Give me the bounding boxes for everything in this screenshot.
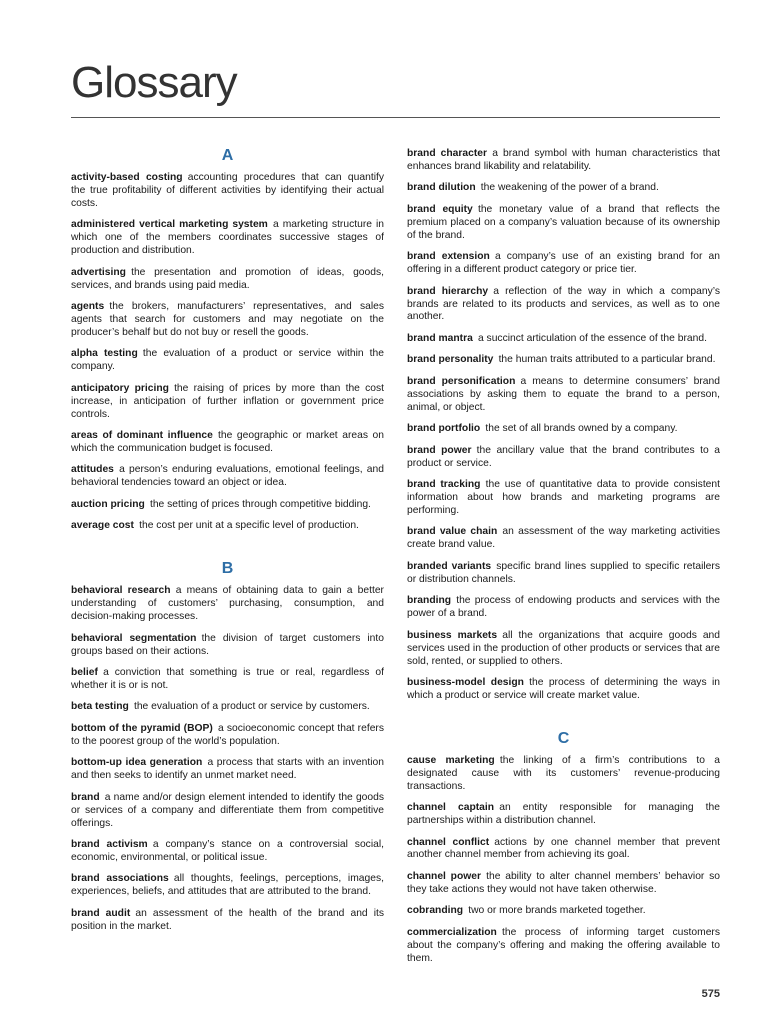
glossary-entry — [71, 383, 384, 422]
glossary-term: branded variants — [407, 560, 492, 572]
glossary-entry — [407, 630, 720, 669]
glossary-definition: a person’s enduring evaluations, emotional feelings, and behavioral tendencies toward an object or idea. — [71, 464, 384, 489]
glossary-definition: the geographic or market areas on which the communication budget is focused. — [71, 430, 385, 454]
glossary-entry — [407, 927, 720, 966]
glossary-term: alpha testing — [71, 348, 138, 360]
glossary-entry — [407, 755, 720, 794]
glossary-term: administered vertical marketing system — [71, 219, 268, 231]
glossary-entry — [407, 182, 720, 195]
glossary-entry — [71, 520, 384, 533]
glossary-definition: the weakening of the power of a brand. — [480, 182, 659, 194]
glossary-term: brand extension — [407, 251, 490, 263]
glossary-term: brand audit — [71, 907, 131, 919]
glossary-term: average cost — [71, 520, 134, 532]
glossary-definition: the use of quantitative data to provide consistent information about how brands and marketing programs are performing. — [407, 479, 720, 516]
glossary-term: brand personality — [407, 354, 494, 366]
glossary-entry — [71, 301, 384, 340]
glossary-definition: two or more brands marketed together. — [468, 905, 646, 917]
glossary-definition: the raising of prices by more than the cost increase, in anticipation of further inflation or government price controls. — [71, 382, 384, 420]
glossary-term: brand mantra — [407, 332, 473, 344]
glossary-entry — [71, 701, 384, 714]
glossary-term: branding — [407, 595, 452, 607]
glossary-term: behavioral segmentation — [71, 632, 197, 644]
glossary-entry — [407, 376, 720, 415]
glossary-term: channel captain — [407, 802, 495, 814]
glossary-entry — [407, 423, 720, 436]
section-a-entries — [71, 172, 384, 533]
glossary-definition: a name and/or design element intended to identify the goods or services of a company and differentiate them from competitive offerings. — [71, 791, 384, 829]
glossary-term: brand character — [407, 148, 488, 159]
glossary-entry — [407, 148, 720, 174]
glossary-definition: a process that starts with an invention and then seeks to identify an unmet market need. — [71, 757, 384, 782]
glossary-entry — [407, 445, 720, 471]
glossary-definition: a socioeconomic concept that refers to the poorest group of the world’s population. — [71, 722, 384, 747]
glossary-term: cobranding — [407, 905, 464, 917]
glossary-definition: an assessment of the way marketing activities create brand value. — [407, 526, 720, 551]
glossary-entry — [407, 871, 720, 897]
glossary-entry — [71, 757, 384, 783]
glossary-term: anticipatory pricing — [71, 382, 169, 394]
glossary-definition: the ability to alter channel members’ behavior so they take actions they would not have taken otherwise. — [407, 870, 721, 895]
glossary-entry — [407, 905, 720, 918]
glossary-term: brand equity — [407, 203, 473, 215]
glossary-term: brand hierarchy — [407, 285, 489, 297]
glossary-entry — [71, 219, 384, 258]
glossary-entry — [407, 204, 720, 243]
glossary-term: channel power — [407, 870, 481, 882]
glossary-term: brand portfolio — [407, 423, 481, 435]
glossary-entry — [407, 333, 720, 346]
section-c-entries — [407, 755, 720, 966]
glossary-term: brand personification — [407, 375, 516, 387]
title-divider — [71, 117, 720, 118]
glossary-entry — [407, 479, 720, 518]
glossary-term: brand value chain — [407, 526, 498, 538]
glossary-term: advertising — [71, 266, 126, 278]
glossary-definition: all thoughts, feelings, perceptions, images, experiences, beliefs, and attitudes that are attributed to the brand. — [71, 873, 384, 898]
section-b-continued-entries — [407, 148, 720, 703]
glossary-entry — [407, 354, 720, 367]
glossary-definition: actions by one channel member that prevent another channel member from achieving its goal. — [407, 836, 720, 861]
glossary-term: business markets — [407, 629, 498, 641]
section-letter-c: C — [557, 729, 570, 747]
glossary-entry — [71, 348, 384, 374]
glossary-entry — [407, 595, 720, 621]
glossary-definition: specific brand lines supplied to specific retailers or distribution channels. — [407, 560, 720, 585]
glossary-definition: accounting procedures that can quantify the true profitability of different activities by identifying their actual costs. — [71, 172, 385, 209]
glossary-term: areas of dominant influence — [71, 430, 213, 442]
glossary-term: brand activism — [71, 839, 148, 851]
glossary-definition: a company’s use of an existing brand for an offering in a different product category or price tier. — [407, 251, 720, 276]
glossary-definition: a means of obtaining data to gain a better understanding of customers’ purchasing, consumption, and decision-making processes. — [71, 585, 384, 623]
page-number: 575 — [701, 988, 720, 1000]
glossary-definition: an entity responsible for managing the partnerships within a distribution channel. — [407, 802, 720, 827]
glossary-definition: the evaluation of a product or service by customers. — [133, 701, 370, 713]
glossary-entry — [407, 802, 720, 828]
glossary-term: brand dilution — [407, 182, 476, 194]
glossary-term: agents — [71, 301, 105, 313]
glossary-term: beta testing — [71, 701, 129, 713]
glossary-entry — [71, 585, 384, 624]
glossary-definition: a company’s stance on a controversial social, economic, environmental, or political issue. — [71, 839, 384, 863]
glossary-entry — [71, 633, 384, 659]
glossary-definition: the ancillary value that the brand contributes to a product or service. — [407, 444, 720, 469]
glossary-entry — [71, 430, 384, 456]
glossary-term: auction pricing — [71, 498, 145, 510]
glossary-term: brand — [71, 791, 100, 803]
glossary-term: behavioral research — [71, 585, 171, 597]
glossary-entry — [71, 172, 384, 211]
right-column — [407, 148, 720, 974]
glossary-term: brand associations — [71, 873, 169, 885]
glossary-definition: the process of determining the ways in which a product or service will create market value. — [407, 677, 720, 701]
glossary-term: belief — [71, 667, 98, 678]
glossary-definition: the set of all brands owned by a company. — [485, 423, 678, 435]
glossary-entry — [71, 667, 384, 693]
glossary-definition: the brokers, manufacturers’ representatives, and sales agents that search for customers and may negotiate on the producer’s behalf but do not buy or resell the goods. — [71, 301, 384, 338]
glossary-definition: a brand symbol with human characteristics that enhances brand likability and relatability. — [407, 148, 720, 172]
glossary-term: attitudes — [71, 464, 114, 476]
glossary-definition: the process of informing target customers about the company’s offering and making the offering available to them. — [407, 926, 720, 964]
glossary-definition: the setting of prices through competitive bidding. — [149, 498, 371, 510]
glossary-definition: the cost per unit at a specific level of production. — [139, 520, 359, 532]
glossary-definition: the presentation and promotion of ideas, goods, services, and brands using paid media. — [71, 266, 384, 291]
glossary-entry — [407, 561, 720, 587]
glossary-definition: a reflection of the way in which a company’s brands are related to its products and services, as well as to one another. — [407, 285, 720, 323]
glossary-definition: a conviction that something is true or real, regardless of whether it is or is not. — [71, 667, 384, 691]
section-b-entries — [71, 585, 384, 933]
glossary-entry — [407, 677, 720, 703]
glossary-term: activity-based costing — [71, 172, 183, 183]
glossary-definition: the division of target customers into groups based on their actions. — [71, 632, 384, 657]
glossary-term: business-model design — [407, 677, 524, 688]
glossary-entry — [407, 286, 720, 325]
glossary-entry — [71, 873, 384, 899]
glossary-term: brand power — [407, 444, 472, 456]
glossary-definition: the process of endowing products and services with the power of a brand. — [407, 595, 720, 620]
glossary-entry — [71, 723, 384, 749]
glossary-definition: an assessment of the health of the brand and its position in the market. — [71, 907, 385, 932]
glossary-entry — [71, 499, 384, 512]
glossary-definition: a means to determine consumers’ brand associations by asking them to equate the brand to a person, animal, or object. — [407, 375, 720, 413]
glossary-definition: a marketing structure in which one of the members coordinates successive stages of production and distribution. — [71, 219, 384, 257]
glossary-entry — [407, 251, 720, 277]
glossary-definition: a succinct articulation of the essence of the brand. — [477, 332, 707, 344]
glossary-term: bottom-up idea generation — [71, 757, 203, 769]
glossary-entry — [407, 526, 720, 552]
glossary-term: channel conflict — [407, 836, 490, 848]
glossary-definition: the linking of a firm’s contributions to a designated cause with its customers’ revenue-producing transactions. — [407, 754, 720, 792]
glossary-definition: the evaluation of a product or service within the company. — [71, 348, 384, 373]
glossary-term: commercialization — [407, 926, 497, 938]
left-column — [71, 146, 384, 942]
glossary-term: bottom of the pyramid (BOP) — [71, 722, 213, 734]
glossary-entry — [71, 267, 384, 293]
glossary-definition: all the organizations that acquire goods and services used in the production of other products or services that are sold, rented, or supplied to others. — [407, 629, 720, 667]
glossary-entry — [407, 837, 720, 863]
glossary-entry — [71, 792, 384, 831]
glossary-definition: the monetary value of a brand that reflects the premium placed on a company’s valuation because of its ownership of the brand. — [407, 203, 720, 241]
section-letter-b: B — [221, 560, 234, 578]
glossary-entry — [71, 839, 384, 865]
section-letter-a: A — [221, 147, 234, 164]
glossary-entry — [71, 464, 384, 490]
page-title: Glossary — [71, 58, 237, 107]
glossary-term: cause marketing — [407, 754, 495, 766]
glossary-definition: the human traits attributed to a particular brand. — [498, 354, 716, 366]
glossary-entry — [71, 908, 384, 934]
glossary-term: brand tracking — [407, 479, 481, 491]
